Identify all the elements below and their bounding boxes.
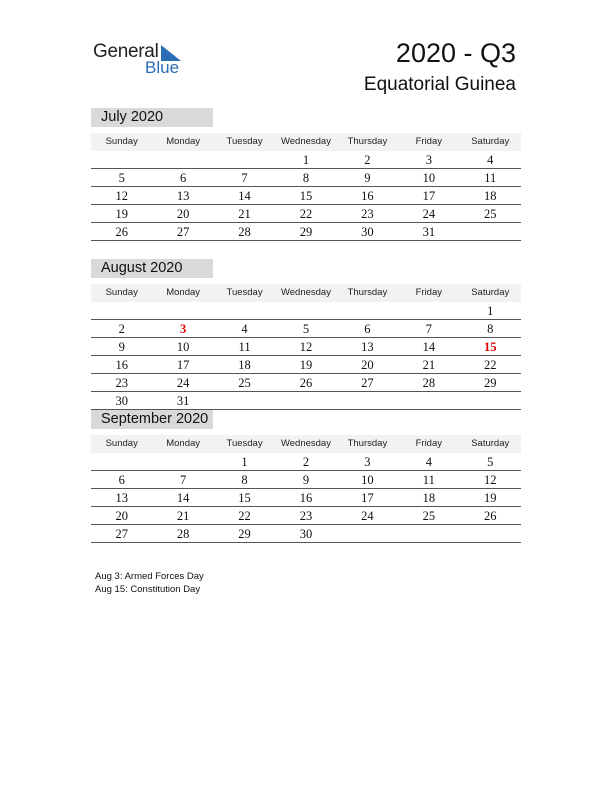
day-cell: 5 bbox=[487, 455, 494, 469]
day-cell: 23 bbox=[115, 376, 128, 390]
week-row bbox=[91, 187, 521, 205]
general-blue-logo bbox=[93, 41, 203, 81]
weeks-container bbox=[91, 302, 521, 410]
empty-day-cell bbox=[214, 392, 275, 409]
empty-day-cell bbox=[460, 392, 521, 409]
day-cell: 31 bbox=[422, 225, 436, 239]
week-row bbox=[91, 320, 521, 338]
day-cell: 7 bbox=[241, 171, 248, 185]
month-header: August 2020 bbox=[91, 259, 213, 278]
day-cell: 8 bbox=[487, 322, 494, 336]
empty-day-cell bbox=[152, 302, 213, 319]
weekday-sunday: Sunday bbox=[105, 438, 138, 449]
empty-day-cell bbox=[398, 392, 459, 409]
day-cell: 18 bbox=[238, 358, 251, 372]
day-cell: 27 bbox=[115, 527, 128, 541]
day-cell: 4 bbox=[241, 322, 248, 336]
day-cell: 22 bbox=[483, 358, 497, 372]
day-cell: 6 bbox=[180, 171, 187, 185]
day-cell: 25 bbox=[483, 207, 497, 221]
weekday-thursday: Thursday bbox=[347, 287, 388, 298]
week-row bbox=[91, 489, 521, 507]
day-cell: 11 bbox=[422, 473, 435, 487]
day-cell: 21 bbox=[422, 358, 436, 372]
day-cell: 23 bbox=[299, 509, 313, 523]
weekday-friday: Friday bbox=[415, 136, 443, 147]
day-cell: 29 bbox=[299, 225, 313, 239]
day-cell: 11 bbox=[238, 340, 251, 354]
week-row bbox=[91, 471, 521, 489]
day-cell: 9 bbox=[118, 340, 125, 354]
week-row bbox=[91, 453, 521, 471]
day-cell: 24 bbox=[361, 509, 374, 523]
week-row bbox=[91, 356, 521, 374]
logo-general-text: General bbox=[93, 41, 159, 62]
day-cell: 6 bbox=[364, 322, 371, 336]
weekday-friday: Friday bbox=[415, 438, 443, 449]
empty-day-cell bbox=[152, 453, 213, 470]
day-cell: 15 bbox=[238, 491, 251, 505]
empty-day-cell bbox=[398, 302, 459, 319]
weekday-row bbox=[91, 284, 521, 302]
day-cell: 29 bbox=[238, 527, 251, 541]
day-cell: 10 bbox=[176, 340, 190, 354]
day-cell: 3 bbox=[425, 153, 432, 167]
weekday-row bbox=[91, 435, 521, 453]
day-cell: 12 bbox=[115, 189, 128, 203]
empty-day-cell bbox=[91, 151, 152, 168]
weekday-tuesday: Tuesday bbox=[226, 438, 263, 449]
day-cell: 8 bbox=[302, 171, 310, 185]
day-cell: 23 bbox=[361, 207, 374, 221]
day-cell: 1 bbox=[487, 304, 494, 318]
weekday-saturday: Saturday bbox=[471, 136, 510, 147]
empty-day-cell bbox=[460, 223, 521, 240]
month-header: September 2020 bbox=[91, 410, 213, 429]
month-july bbox=[91, 108, 521, 241]
logo-blue-text: Blue bbox=[145, 58, 180, 77]
day-cell: 5 bbox=[302, 322, 310, 336]
week-row bbox=[91, 302, 521, 320]
day-cell: 26 bbox=[483, 509, 497, 523]
weekday-sunday: Sunday bbox=[105, 136, 138, 147]
weeks-container bbox=[91, 453, 521, 543]
day-cell: 15 bbox=[299, 189, 313, 203]
day-cell: 13 bbox=[361, 340, 374, 354]
day-cell: 10 bbox=[422, 171, 436, 185]
day-cell: 18 bbox=[483, 189, 497, 203]
day-cell: 24 bbox=[176, 376, 190, 390]
weekday-saturday: Saturday bbox=[471, 287, 510, 298]
empty-day-cell bbox=[91, 453, 152, 470]
weekday-monday: Monday bbox=[166, 287, 201, 298]
day-cell: 3 bbox=[364, 455, 371, 469]
day-cell: 17 bbox=[422, 189, 436, 203]
holiday-note: Aug 3: Armed Forces Day bbox=[95, 571, 204, 582]
empty-day-cell bbox=[214, 151, 275, 168]
day-cell: 26 bbox=[115, 225, 128, 239]
empty-day-cell bbox=[337, 525, 398, 542]
day-cell: 7 bbox=[180, 473, 187, 487]
month-september bbox=[91, 410, 521, 543]
day-cell: 19 bbox=[115, 207, 128, 221]
day-cell: 17 bbox=[361, 491, 374, 505]
day-cell: 14 bbox=[238, 189, 251, 203]
day-cell: 30 bbox=[115, 394, 128, 408]
weekday-wednesday: Wednesday bbox=[280, 287, 331, 298]
day-cell: 11 bbox=[484, 171, 497, 185]
weekday-wednesday: Wednesday bbox=[280, 136, 331, 147]
week-row bbox=[91, 338, 521, 356]
day-cell: 8 bbox=[241, 473, 248, 487]
day-cell: 10 bbox=[361, 473, 374, 487]
empty-day-cell bbox=[460, 525, 521, 542]
day-cell: 7 bbox=[425, 322, 432, 336]
day-cell: 22 bbox=[238, 509, 251, 523]
empty-day-cell bbox=[275, 392, 336, 409]
day-cell: 19 bbox=[299, 358, 313, 372]
weekday-monday: Monday bbox=[166, 136, 201, 147]
day-cell: 29 bbox=[483, 376, 497, 390]
empty-day-cell bbox=[337, 302, 398, 319]
week-row bbox=[91, 151, 521, 169]
day-cell: 2 bbox=[118, 322, 125, 336]
day-cell: 16 bbox=[115, 358, 128, 372]
day-cell: 28 bbox=[238, 225, 251, 239]
day-cell: 13 bbox=[176, 189, 190, 203]
day-cell: 19 bbox=[483, 491, 497, 505]
page-title: 2020 - Q3 bbox=[395, 38, 516, 68]
day-cell: 2 bbox=[302, 455, 310, 469]
week-row bbox=[91, 169, 521, 187]
day-cell: 25 bbox=[422, 509, 436, 523]
day-cell: 6 bbox=[118, 473, 125, 487]
day-cell: 21 bbox=[176, 509, 190, 523]
day-cell: 9 bbox=[364, 171, 371, 185]
week-row bbox=[91, 507, 521, 525]
week-row bbox=[91, 392, 521, 410]
weekday-thursday: Thursday bbox=[347, 438, 388, 449]
weekday-row bbox=[91, 133, 521, 151]
day-cell: 20 bbox=[115, 509, 128, 523]
day-cell: 1 bbox=[241, 455, 248, 469]
week-row bbox=[91, 374, 521, 392]
day-cell: 1 bbox=[302, 153, 310, 167]
day-cell: 25 bbox=[238, 376, 251, 390]
day-cell: 28 bbox=[176, 527, 190, 541]
weeks-container bbox=[91, 151, 521, 241]
empty-day-cell bbox=[337, 392, 398, 409]
holiday-note: Aug 15: Constitution Day bbox=[95, 584, 201, 595]
month-header: July 2020 bbox=[91, 108, 213, 127]
day-cell: 5 bbox=[118, 171, 125, 185]
empty-day-cell bbox=[152, 151, 213, 168]
weekday-wednesday: Wednesday bbox=[280, 438, 331, 449]
day-cell: 20 bbox=[361, 358, 374, 372]
day-cell: 16 bbox=[299, 491, 313, 505]
day-cell: 14 bbox=[422, 340, 436, 354]
day-cell: 21 bbox=[238, 207, 251, 221]
day-cell: 17 bbox=[176, 358, 190, 372]
weekday-saturday: Saturday bbox=[471, 438, 510, 449]
day-cell: 4 bbox=[425, 455, 432, 469]
day-cell: 27 bbox=[176, 225, 190, 239]
day-cell: 30 bbox=[299, 527, 313, 541]
day-cell: 24 bbox=[422, 207, 436, 221]
day-cell: 4 bbox=[487, 153, 494, 167]
day-cell: 14 bbox=[176, 491, 190, 505]
day-cell: 13 bbox=[115, 491, 128, 505]
month-august bbox=[91, 259, 521, 410]
weekday-tuesday: Tuesday bbox=[226, 287, 263, 298]
holiday-notes bbox=[95, 570, 204, 596]
country-name: Equatorial Guinea bbox=[363, 74, 516, 95]
day-cell: 2 bbox=[364, 153, 371, 167]
day-cell: 28 bbox=[422, 376, 436, 390]
day-cell: 18 bbox=[422, 491, 436, 505]
day-cell: 31 bbox=[176, 394, 190, 408]
weekday-thursday: Thursday bbox=[347, 136, 388, 147]
day-cell: 12 bbox=[483, 473, 497, 487]
day-cell: 9 bbox=[302, 473, 310, 487]
weekday-sunday: Sunday bbox=[105, 287, 138, 298]
empty-day-cell bbox=[91, 302, 152, 319]
week-row bbox=[91, 223, 521, 241]
weekday-friday: Friday bbox=[415, 287, 443, 298]
holiday-day-cell: 3 bbox=[180, 322, 187, 336]
empty-day-cell bbox=[275, 302, 336, 319]
week-row bbox=[91, 205, 521, 223]
empty-day-cell bbox=[398, 525, 459, 542]
day-cell: 16 bbox=[361, 189, 374, 203]
day-cell: 20 bbox=[176, 207, 190, 221]
day-cell: 30 bbox=[361, 225, 374, 239]
weekday-monday: Monday bbox=[166, 438, 201, 449]
day-cell: 22 bbox=[299, 207, 313, 221]
day-cell: 12 bbox=[299, 340, 313, 354]
holiday-day-cell: 15 bbox=[483, 340, 497, 354]
day-cell: 27 bbox=[361, 376, 374, 390]
empty-day-cell bbox=[214, 302, 275, 319]
weekday-tuesday: Tuesday bbox=[226, 136, 263, 147]
week-row bbox=[91, 525, 521, 543]
day-cell: 26 bbox=[299, 376, 313, 390]
